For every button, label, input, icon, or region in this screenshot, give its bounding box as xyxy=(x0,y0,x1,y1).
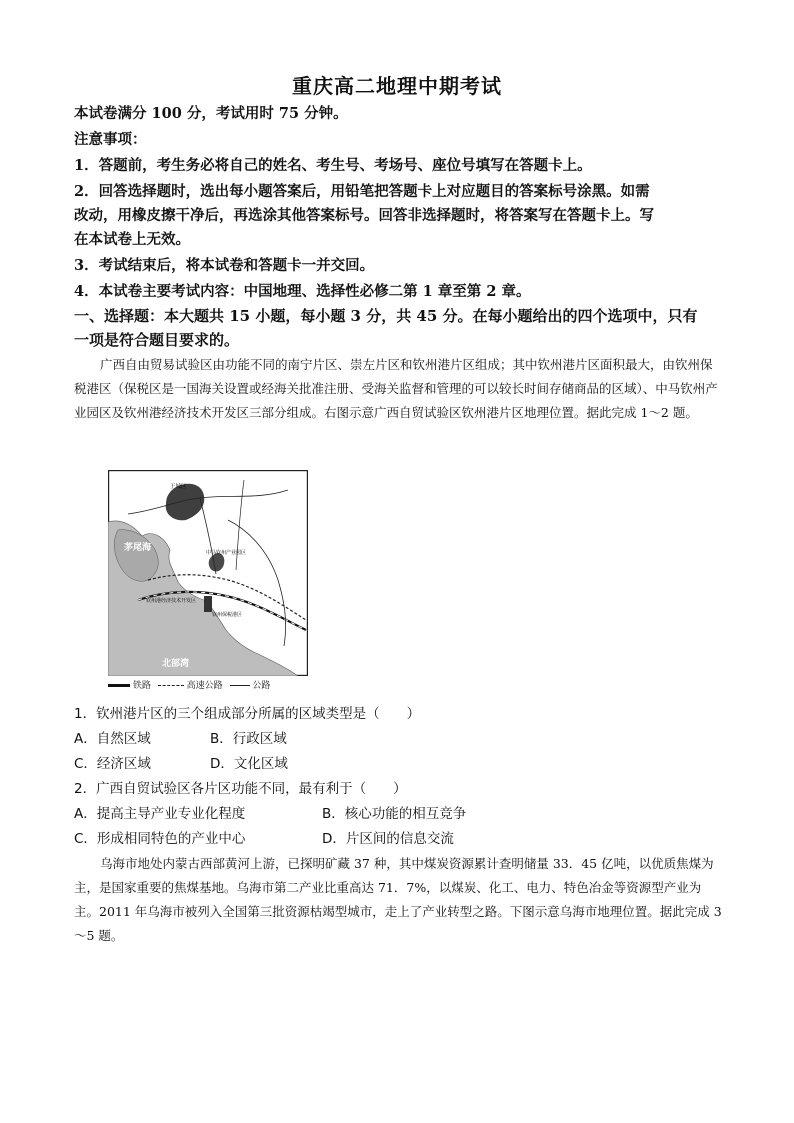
q2-option-a[interactable]: A．提高主导产业专业化程度 xyxy=(74,806,246,822)
q2-stem: 2．广西自贸试验区各片区功能不同，最有利于（ ） xyxy=(74,781,407,797)
passage-1: 广西自由贸易试验区由功能不同的南宁片区、崇左片区和钦州港片区组成；其中钦州港片区面积最大，由钦州保税港区（保税区是一国海关设置或经海关批准注册、受海关监督和管理的可以较长时间存储商品的区域）、中马钦州产业园区及钦州港经济技术开发区三部分组成。右图示意广西自贸试验区钦州港片区地理位置。据此完成 1～2 题。 xyxy=(74,357,718,420)
road-symbol xyxy=(230,685,250,686)
notice-item-2b: 改动，用橡皮擦干净后，再选涂其他答案标号。回答非选择题时，将答案写在答题卡上。写 xyxy=(74,207,654,224)
label-maoweihai: 茅尾海 xyxy=(124,543,152,553)
q1-stem: 1．钦州港片区的三个组成部分所属的区域类型是（ ） xyxy=(74,706,421,722)
notice-item-1: 1．答题前，考生务必将自己的姓名、考生号、考场号、座位号填写在答题卡上。 xyxy=(74,157,592,174)
passage-2: 乌海市地处内蒙古西部黄河上游，已探明矿藏 37 种，其中煤炭资源累计查明储量 33．45 亿吨，以优质焦煤为主，是国家重要的焦煤基地。乌海市第二产业比重高达 71．7%，以煤炭、化工、电力、特色冶金等资源型产业为主。2011 年乌海市被列入全国第三批资源枯竭型城市，走上了产业转型之路。下图示意乌海市地理位置。据此完成 3～5 题。 xyxy=(74,856,722,943)
notice-item-3: 3．考试结束后，将本试卷和答题卡一并交回。 xyxy=(74,257,375,274)
q1-option-a[interactable]: A．自然区域 xyxy=(74,731,151,747)
expressway-symbol xyxy=(158,685,184,686)
q2-option-b[interactable]: B．核心功能的相互竞争 xyxy=(322,806,467,822)
rail-symbol xyxy=(108,684,130,687)
baoshui-zone xyxy=(204,596,212,612)
map-legend xyxy=(108,678,308,691)
q1-option-b[interactable]: B．行政区域 xyxy=(210,731,287,747)
notice-heading: 注意事项： xyxy=(74,131,147,148)
section-heading-b: 一项是符合题目要求的。 xyxy=(74,331,240,349)
legend-expressway: 高速公路 xyxy=(186,681,223,691)
label-zhongma: 中马钦州产业园区 xyxy=(206,550,247,556)
label-wangcheng: 王城区 xyxy=(170,484,187,490)
q1-option-c[interactable]: C．经济区域 xyxy=(74,756,151,772)
notice-item-2c: 在本试卷上无效。 xyxy=(74,231,190,248)
q1-option-d[interactable]: D．文化区域 xyxy=(210,756,288,772)
notice-item-4: 4．本试卷主要考试内容：中国地理、选择性必修二第 1 章至第 2 章。 xyxy=(74,283,531,300)
legend-rail: 铁路 xyxy=(132,681,151,691)
notice-item-2a: 2．回答选择题时，选出每小题答案后，用铅笔把答题卡上对应题目的答案标号涂黑。如需 xyxy=(74,183,650,200)
q2-option-d[interactable]: D．片区间的信息交流 xyxy=(322,831,454,847)
legend-road: 公路 xyxy=(252,681,271,691)
section-heading-a: 一、选择题：本大题共 15 小题，每小题 3 分，共 45 分。在每小题给出的四个选项中，只有 xyxy=(74,307,698,325)
label-qinzhougang: 钦州港经济技术开发区 xyxy=(146,598,197,604)
qinzhou-map xyxy=(108,470,308,676)
label-baoshui: 钦州保税港区 xyxy=(212,612,243,618)
score-line: 本试卷满分 100 分，考试用时 75 分钟。 xyxy=(74,105,348,122)
exam-title: 重庆高二地理中期考试 xyxy=(292,74,502,98)
label-beibuwan: 北部湾 xyxy=(162,659,190,669)
q2-option-c[interactable]: C．形成相同特色的产业中心 xyxy=(74,831,246,847)
